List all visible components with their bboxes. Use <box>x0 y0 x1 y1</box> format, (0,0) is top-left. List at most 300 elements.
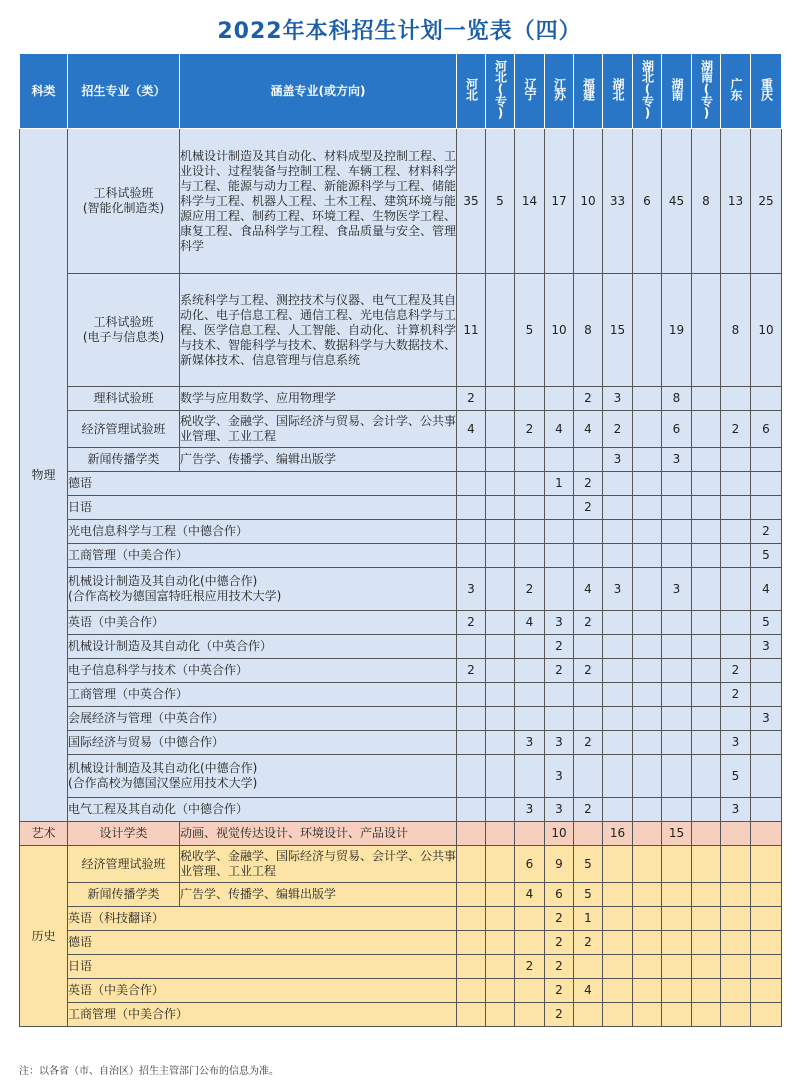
quota-cell <box>457 707 486 731</box>
quota-cell <box>457 883 486 907</box>
quota-cell <box>457 635 486 659</box>
major-cell: 会展经济与管理（中英合作） <box>68 707 457 731</box>
quota-cell: 4 <box>515 611 545 635</box>
major-cell: 日语 <box>68 955 457 979</box>
table-row <box>20 274 782 387</box>
quota-cell <box>603 731 633 755</box>
quota-cell <box>515 683 545 707</box>
quota-cell: 2 <box>574 798 603 822</box>
quota-cell: 2 <box>545 635 574 659</box>
quota-cell <box>721 448 751 472</box>
quota-cell <box>751 907 782 931</box>
quota-cell <box>515 496 545 520</box>
quota-cell: 3 <box>603 387 633 411</box>
quota-cell: 6 <box>545 883 574 907</box>
quota-cell <box>457 472 486 496</box>
major-cell: 理科试验班 <box>68 387 180 411</box>
quota-cell <box>751 1003 782 1027</box>
quota-cell: 4 <box>545 411 574 448</box>
quota-cell: 45 <box>662 129 692 274</box>
quota-cell <box>457 1003 486 1027</box>
major-cell: 工科试验班 (智能化制造类) <box>68 129 180 274</box>
major-cell: 电气工程及其自动化（中德合作） <box>68 798 457 822</box>
quota-cell: 19 <box>662 274 692 387</box>
quota-cell <box>721 979 751 1003</box>
header-province: 广东 <box>721 54 751 129</box>
quota-cell: 2 <box>457 611 486 635</box>
quota-cell <box>457 544 486 568</box>
quota-cell <box>486 755 515 798</box>
quota-cell <box>633 907 662 931</box>
quota-cell <box>486 979 515 1003</box>
quota-cell <box>721 520 751 544</box>
quota-cell <box>457 448 486 472</box>
quota-cell <box>633 979 662 1003</box>
category-cell: 艺术 <box>20 822 68 846</box>
quota-cell <box>486 707 515 731</box>
quota-cell <box>662 472 692 496</box>
quota-cell <box>486 274 515 387</box>
quota-cell <box>633 635 662 659</box>
quota-cell <box>457 520 486 544</box>
quota-cell <box>457 683 486 707</box>
quota-cell: 4 <box>574 979 603 1003</box>
quota-cell <box>486 448 515 472</box>
enrollment-plan-table <box>19 53 782 1027</box>
major-cell: 德语 <box>68 931 457 955</box>
quota-cell <box>692 883 721 907</box>
quota-cell <box>721 707 751 731</box>
coverage-cell: 数学与应用数学、应用物理学 <box>180 387 457 411</box>
quota-cell <box>603 907 633 931</box>
quota-cell <box>721 568 751 611</box>
coverage-cell: 税收学、金融学、国际经济与贸易、会计学、公共事业管理、工业工程 <box>180 846 457 883</box>
quota-cell <box>721 883 751 907</box>
category-cell: 历史 <box>20 846 68 1027</box>
quota-cell <box>457 955 486 979</box>
quota-cell <box>633 568 662 611</box>
header-province: 重庆 <box>751 54 782 129</box>
quota-cell <box>633 883 662 907</box>
table-row <box>20 568 782 611</box>
quota-cell <box>751 931 782 955</box>
quota-cell <box>603 883 633 907</box>
major-cell: 英语（科技翻译） <box>68 907 457 931</box>
quota-cell <box>692 387 721 411</box>
header-category: 科类 <box>20 54 68 129</box>
quota-cell: 5 <box>515 274 545 387</box>
quota-cell: 10 <box>545 822 574 846</box>
major-cell: 工科试验班 (电子与信息类) <box>68 274 180 387</box>
quota-cell <box>486 520 515 544</box>
quota-cell <box>457 731 486 755</box>
quota-cell <box>662 731 692 755</box>
quota-cell <box>633 822 662 846</box>
major-cell: 机械设计制造及其自动化(中德合作) (合作高校为德国汉堡应用技术大学) <box>68 755 457 798</box>
quota-cell <box>633 496 662 520</box>
table-row <box>20 822 782 846</box>
quota-cell <box>457 755 486 798</box>
quota-cell: 16 <box>603 822 633 846</box>
quota-cell <box>574 955 603 979</box>
quota-cell <box>662 755 692 798</box>
coverage-cell: 税收学、金融学、国际经济与贸易、会计学、公共事业管理、工业工程 <box>180 411 457 448</box>
quota-cell <box>662 931 692 955</box>
quota-cell: 6 <box>751 411 782 448</box>
quota-cell: 10 <box>545 274 574 387</box>
quota-cell <box>692 472 721 496</box>
quota-cell <box>662 520 692 544</box>
quota-cell <box>633 448 662 472</box>
quota-cell <box>751 731 782 755</box>
quota-cell: 3 <box>751 635 782 659</box>
quota-cell: 1 <box>574 907 603 931</box>
quota-cell <box>662 1003 692 1027</box>
page-title: 2022年本科招生计划一览表（四） <box>217 19 582 44</box>
quota-cell <box>574 1003 603 1027</box>
quota-cell <box>545 496 574 520</box>
quota-cell: 2 <box>545 659 574 683</box>
quota-cell <box>692 979 721 1003</box>
quota-cell <box>692 846 721 883</box>
quota-cell <box>515 1003 545 1027</box>
major-cell: 经济管理试验班 <box>68 411 180 448</box>
quota-cell <box>515 387 545 411</box>
quota-cell: 2 <box>574 659 603 683</box>
major-cell: 日语 <box>68 496 457 520</box>
table-row <box>20 979 782 1003</box>
quota-cell: 3 <box>545 798 574 822</box>
quota-cell <box>545 568 574 611</box>
quota-cell <box>457 798 486 822</box>
table-row <box>20 798 782 822</box>
quota-cell: 2 <box>545 955 574 979</box>
quota-cell <box>515 659 545 683</box>
quota-cell <box>574 448 603 472</box>
quota-cell: 2 <box>457 659 486 683</box>
quota-cell <box>692 731 721 755</box>
quota-cell <box>486 1003 515 1027</box>
quota-cell <box>457 822 486 846</box>
major-cell: 设计学类 <box>68 822 180 846</box>
table-row <box>20 387 782 411</box>
major-cell: 机械设计制造及其自动化（中英合作） <box>68 635 457 659</box>
quota-cell: 2 <box>751 520 782 544</box>
header-province: 江苏 <box>545 54 574 129</box>
quota-cell: 5 <box>751 544 782 568</box>
table-row <box>20 755 782 798</box>
quota-cell <box>633 755 662 798</box>
quota-cell <box>574 683 603 707</box>
quota-cell: 3 <box>603 448 633 472</box>
quota-cell <box>662 798 692 822</box>
quota-cell <box>515 635 545 659</box>
quota-cell: 3 <box>603 568 633 611</box>
header-province: 湖南 <box>662 54 692 129</box>
quota-cell: 2 <box>457 387 486 411</box>
quota-cell <box>633 274 662 387</box>
quota-cell: 2 <box>515 411 545 448</box>
quota-cell <box>574 635 603 659</box>
quota-cell: 10 <box>574 129 603 274</box>
quota-cell <box>751 883 782 907</box>
quota-cell <box>662 544 692 568</box>
quota-cell <box>486 955 515 979</box>
header-province: 河北(专) <box>486 54 515 129</box>
quota-cell <box>692 931 721 955</box>
major-cell: 德语 <box>68 472 457 496</box>
quota-cell <box>633 1003 662 1027</box>
quota-cell: 8 <box>662 387 692 411</box>
quota-cell <box>751 448 782 472</box>
quota-cell: 33 <box>603 129 633 274</box>
quota-cell: 11 <box>457 274 486 387</box>
quota-cell <box>515 520 545 544</box>
quota-cell <box>721 544 751 568</box>
quota-cell <box>486 568 515 611</box>
quota-cell <box>692 635 721 659</box>
quota-cell <box>515 931 545 955</box>
header-major: 招生专业（类） <box>68 54 180 129</box>
major-cell: 新闻传播学类 <box>68 448 180 472</box>
table-row <box>20 931 782 955</box>
quota-cell: 3 <box>545 731 574 755</box>
quota-cell: 2 <box>515 955 545 979</box>
major-cell: 电子信息科学与技术（中英合作） <box>68 659 457 683</box>
quota-cell <box>486 883 515 907</box>
quota-cell <box>692 755 721 798</box>
quota-cell <box>662 496 692 520</box>
quota-cell: 3 <box>457 568 486 611</box>
coverage-cell: 广告学、传播学、编辑出版学 <box>180 883 457 907</box>
quota-cell <box>545 544 574 568</box>
quota-cell <box>692 707 721 731</box>
quota-cell: 8 <box>721 274 751 387</box>
coverage-cell: 动画、视觉传达设计、环境设计、产品设计 <box>180 822 457 846</box>
quota-cell <box>633 387 662 411</box>
quota-cell <box>751 472 782 496</box>
quota-cell <box>751 846 782 883</box>
quota-cell <box>662 883 692 907</box>
quota-cell <box>633 955 662 979</box>
quota-cell <box>486 846 515 883</box>
quota-cell <box>457 979 486 1003</box>
quota-cell: 3 <box>721 798 751 822</box>
quota-cell <box>692 544 721 568</box>
quota-cell <box>603 846 633 883</box>
quota-cell <box>486 387 515 411</box>
quota-cell: 4 <box>574 411 603 448</box>
quota-cell <box>457 846 486 883</box>
quota-cell: 5 <box>574 883 603 907</box>
quota-cell <box>574 520 603 544</box>
quota-cell: 2 <box>515 568 545 611</box>
quota-cell <box>692 683 721 707</box>
major-cell: 光电信息科学与工程（中德合作） <box>68 520 457 544</box>
quota-cell <box>515 822 545 846</box>
quota-cell <box>721 496 751 520</box>
quota-cell <box>751 755 782 798</box>
quota-cell <box>692 659 721 683</box>
quota-cell <box>721 472 751 496</box>
quota-cell <box>486 635 515 659</box>
quota-cell: 9 <box>545 846 574 883</box>
quota-cell <box>721 1003 751 1027</box>
quota-cell: 2 <box>721 659 751 683</box>
quota-cell: 3 <box>721 731 751 755</box>
quota-cell <box>603 611 633 635</box>
quota-cell: 4 <box>515 883 545 907</box>
major-cell: 机械设计制造及其自动化(中德合作) (合作高校为德国富特旺根应用技术大学) <box>68 568 457 611</box>
quota-cell <box>603 635 633 659</box>
quota-cell <box>721 387 751 411</box>
quota-cell <box>603 979 633 1003</box>
major-cell: 工商管理（中美合作） <box>68 544 457 568</box>
quota-cell <box>751 798 782 822</box>
quota-cell <box>515 979 545 1003</box>
quota-cell <box>692 274 721 387</box>
quota-cell <box>486 931 515 955</box>
table-row <box>20 907 782 931</box>
quota-cell: 3 <box>751 707 782 731</box>
category-cell: 物理 <box>20 129 68 822</box>
quota-cell: 5 <box>721 755 751 798</box>
quota-cell: 5 <box>486 129 515 274</box>
quota-cell: 2 <box>545 979 574 1003</box>
quota-cell: 10 <box>751 274 782 387</box>
quota-cell <box>721 635 751 659</box>
quota-cell: 2 <box>603 411 633 448</box>
quota-cell <box>603 520 633 544</box>
quota-cell: 2 <box>574 931 603 955</box>
quota-cell <box>515 544 545 568</box>
coverage-cell: 广告学、传播学、编辑出版学 <box>180 448 457 472</box>
quota-cell <box>751 496 782 520</box>
quota-cell: 2 <box>574 611 603 635</box>
quota-cell <box>457 907 486 931</box>
quota-cell <box>457 931 486 955</box>
quota-cell <box>545 387 574 411</box>
quota-cell <box>603 755 633 798</box>
quota-cell: 2 <box>574 731 603 755</box>
quota-cell: 2 <box>545 907 574 931</box>
quota-cell <box>662 846 692 883</box>
table-row <box>20 129 782 274</box>
quota-cell <box>662 979 692 1003</box>
major-cell: 新闻传播学类 <box>68 883 180 907</box>
quota-cell <box>751 955 782 979</box>
quota-cell <box>574 822 603 846</box>
quota-cell <box>545 707 574 731</box>
table-row <box>20 659 782 683</box>
quota-cell: 5 <box>751 611 782 635</box>
quota-cell <box>486 683 515 707</box>
quota-cell: 3 <box>662 568 692 611</box>
quota-cell <box>603 931 633 955</box>
quota-cell <box>721 955 751 979</box>
header-province: 福建 <box>574 54 603 129</box>
major-cell: 英语（中美合作） <box>68 979 457 1003</box>
quota-cell <box>486 611 515 635</box>
quota-cell: 2 <box>545 931 574 955</box>
quota-cell <box>545 683 574 707</box>
quota-cell <box>603 955 633 979</box>
quota-cell <box>721 907 751 931</box>
quota-cell <box>633 472 662 496</box>
quota-cell <box>486 907 515 931</box>
quota-cell <box>721 822 751 846</box>
table-row <box>20 496 782 520</box>
quota-cell <box>633 611 662 635</box>
quota-cell <box>603 544 633 568</box>
quota-cell <box>486 822 515 846</box>
quota-cell <box>545 448 574 472</box>
quota-cell <box>692 611 721 635</box>
major-cell: 工商管理（中美合作） <box>68 1003 457 1027</box>
table-row <box>20 731 782 755</box>
footnote: 注：以各省（市、自治区）招生主管部门公布的信息为准。 <box>19 1066 279 1077</box>
quota-cell <box>721 846 751 883</box>
quota-cell <box>692 798 721 822</box>
major-cell: 国际经济与贸易（中德合作） <box>68 731 457 755</box>
coverage-cell: 系统科学与工程、测控技术与仪器、电气工程及其自动化、电子信息工程、通信工程、光电信息科学与工程、医学信息工程、人工智能、自动化、计算机科学与技术、智能科学与技术、数据科学与大数据技术、新媒体技术、信息管理与信息系统 <box>180 274 457 387</box>
quota-cell <box>633 544 662 568</box>
quota-cell <box>633 520 662 544</box>
quota-cell <box>721 611 751 635</box>
quota-cell <box>633 846 662 883</box>
quota-cell <box>486 798 515 822</box>
quota-cell: 4 <box>751 568 782 611</box>
coverage-cell: 机械设计制造及其自动化、材料成型及控制工程、工业设计、过程装备与控制工程、车辆工程、材料科学与工程、能源与动力工程、新能源科学与工程、储能科学与工程、机器人工程、土木工程、建筑环境与能源应用工程、制药工程、环境工程、生物医学工程、康复工程、食品科学与工程、食品质量与安全、管理科学 <box>180 129 457 274</box>
quota-cell <box>662 659 692 683</box>
quota-cell: 3 <box>545 755 574 798</box>
quota-cell <box>692 568 721 611</box>
table-row <box>20 520 782 544</box>
table-row <box>20 883 782 907</box>
quota-cell <box>692 496 721 520</box>
quota-cell <box>574 755 603 798</box>
quota-cell <box>751 387 782 411</box>
table-row <box>20 683 782 707</box>
quota-cell: 6 <box>633 129 662 274</box>
quota-cell <box>486 496 515 520</box>
table-row <box>20 448 782 472</box>
quota-cell <box>633 931 662 955</box>
table-row <box>20 411 782 448</box>
quota-cell <box>751 822 782 846</box>
quota-cell <box>751 979 782 1003</box>
quota-cell: 8 <box>692 129 721 274</box>
major-cell: 经济管理试验班 <box>68 846 180 883</box>
quota-cell: 14 <box>515 129 545 274</box>
quota-cell <box>633 731 662 755</box>
quota-cell: 3 <box>515 731 545 755</box>
quota-cell <box>603 683 633 707</box>
quota-cell: 2 <box>574 472 603 496</box>
quota-cell <box>633 659 662 683</box>
quota-cell: 25 <box>751 129 782 274</box>
quota-cell <box>486 731 515 755</box>
quota-cell <box>662 635 692 659</box>
quota-cell <box>692 411 721 448</box>
table-row <box>20 635 782 659</box>
quota-cell <box>603 472 633 496</box>
quota-cell <box>662 707 692 731</box>
quota-cell: 5 <box>574 846 603 883</box>
quota-cell: 3 <box>662 448 692 472</box>
quota-cell: 17 <box>545 129 574 274</box>
quota-cell <box>603 496 633 520</box>
